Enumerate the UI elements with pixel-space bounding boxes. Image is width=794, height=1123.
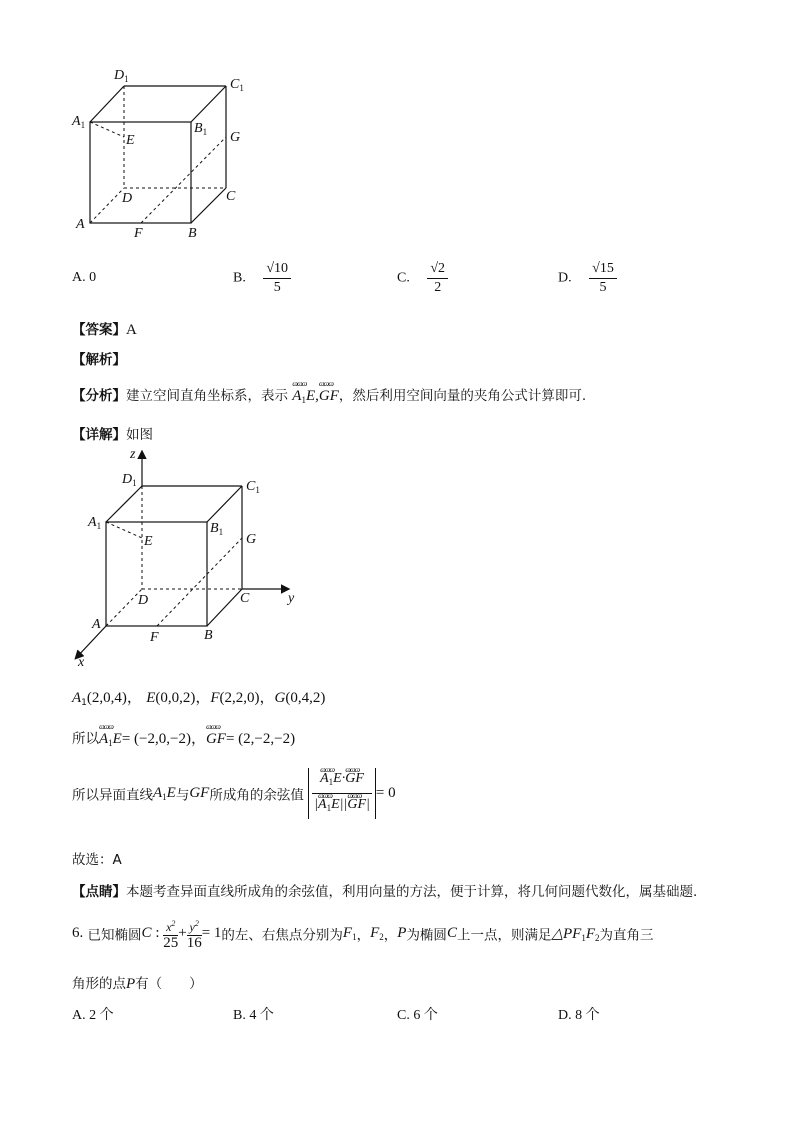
label-e: E	[126, 133, 135, 148]
xiangjie-line: 【详解】如图	[72, 427, 153, 443]
label-e: E	[144, 534, 153, 549]
option-c: C. $\frac{√2}{2}$	[397, 260, 448, 297]
answer-line: 【答案】A	[72, 322, 137, 338]
label-d1: $D_1$	[114, 68, 129, 84]
label-a1: $A_1$	[72, 114, 86, 130]
label-b: B	[204, 628, 213, 643]
label-f: F	[150, 630, 159, 645]
coordinates-line: $A_1(2,0,4)$， E(0,0,2)，F(2,2,0)，G(0,4,2)	[72, 690, 326, 708]
analysis-heading: 【解析】	[72, 352, 126, 368]
cosine-line: 所以异面直线$A_1E$与GF所成角的余弦值 ɷɷɷ $\frac{A_1E\cdot ɷɷɷ GF}{|ɷɷɷ A_1E||ɷɷɷ GF|}$ = 0	[72, 768, 396, 819]
axis-x-label: x	[78, 655, 85, 670]
vectors-line: 所以ɷɷɷ $A_1E= (-2,0,-2)$，ɷɷɷ GF= (2,−2,−2)	[72, 727, 295, 748]
label-d1: $D_1$	[122, 472, 137, 488]
option-b: B. $\frac{√10}{5}$	[233, 260, 291, 297]
option-d: D. $\frac{√15}{5}$	[558, 260, 617, 297]
label-b1: $B_1$	[194, 121, 208, 137]
q6-option-c: C. 6 个	[397, 1008, 438, 1023]
label-c: C	[226, 189, 236, 204]
label-b: B	[188, 226, 197, 241]
cube-figure-2	[70, 448, 310, 670]
choice-line: 故选：A	[72, 852, 122, 868]
label-g: G	[246, 532, 257, 547]
axis-z-label: z	[130, 448, 136, 462]
dianjing-line: 【点睛】本题考查异面直线所成角的余弦值，利用向量的方法，便于计算，将几何问题代数化，属基础题.	[72, 884, 698, 900]
label-c1: $C_1$	[246, 479, 260, 495]
label-a: A	[76, 217, 85, 232]
q6-line2: 角形的点P有（ ）	[72, 976, 203, 992]
label-d: D	[122, 191, 133, 206]
option-a: A. 0	[72, 270, 97, 285]
label-d: D	[138, 593, 149, 608]
label-a1: $A_1$	[88, 515, 102, 531]
q6-option-a: A. 2 个	[72, 1008, 114, 1023]
axis-y-label: y	[288, 591, 295, 606]
q6-option-d: D. 8 个	[558, 1008, 600, 1023]
label-g: G	[230, 130, 241, 145]
q6-option-b: B. 4 个	[233, 1008, 274, 1023]
label-b1: $B_1$	[210, 521, 224, 537]
label-c: C	[240, 591, 250, 606]
fenxi-line: 【分析】建立空间直角坐标系，表示 ɷɷɷ $A_1E,ɷɷɷ$ GF，然后利用空间向量的夹角公式计算即可.	[72, 384, 586, 405]
label-f: F	[134, 226, 143, 241]
label-a: A	[92, 617, 101, 632]
q6-line1: 6. 已知椭圆C : $x^2$ 25 + $y^2$ 16 = 1的左、右焦点分别为$F_1$，$F_2$，P为椭圆C上一点，则满足$\triangle PF_1F_2$为直角三	[72, 916, 654, 951]
cube-figure-1	[70, 62, 260, 242]
label-c1: $C_1$	[230, 77, 244, 93]
